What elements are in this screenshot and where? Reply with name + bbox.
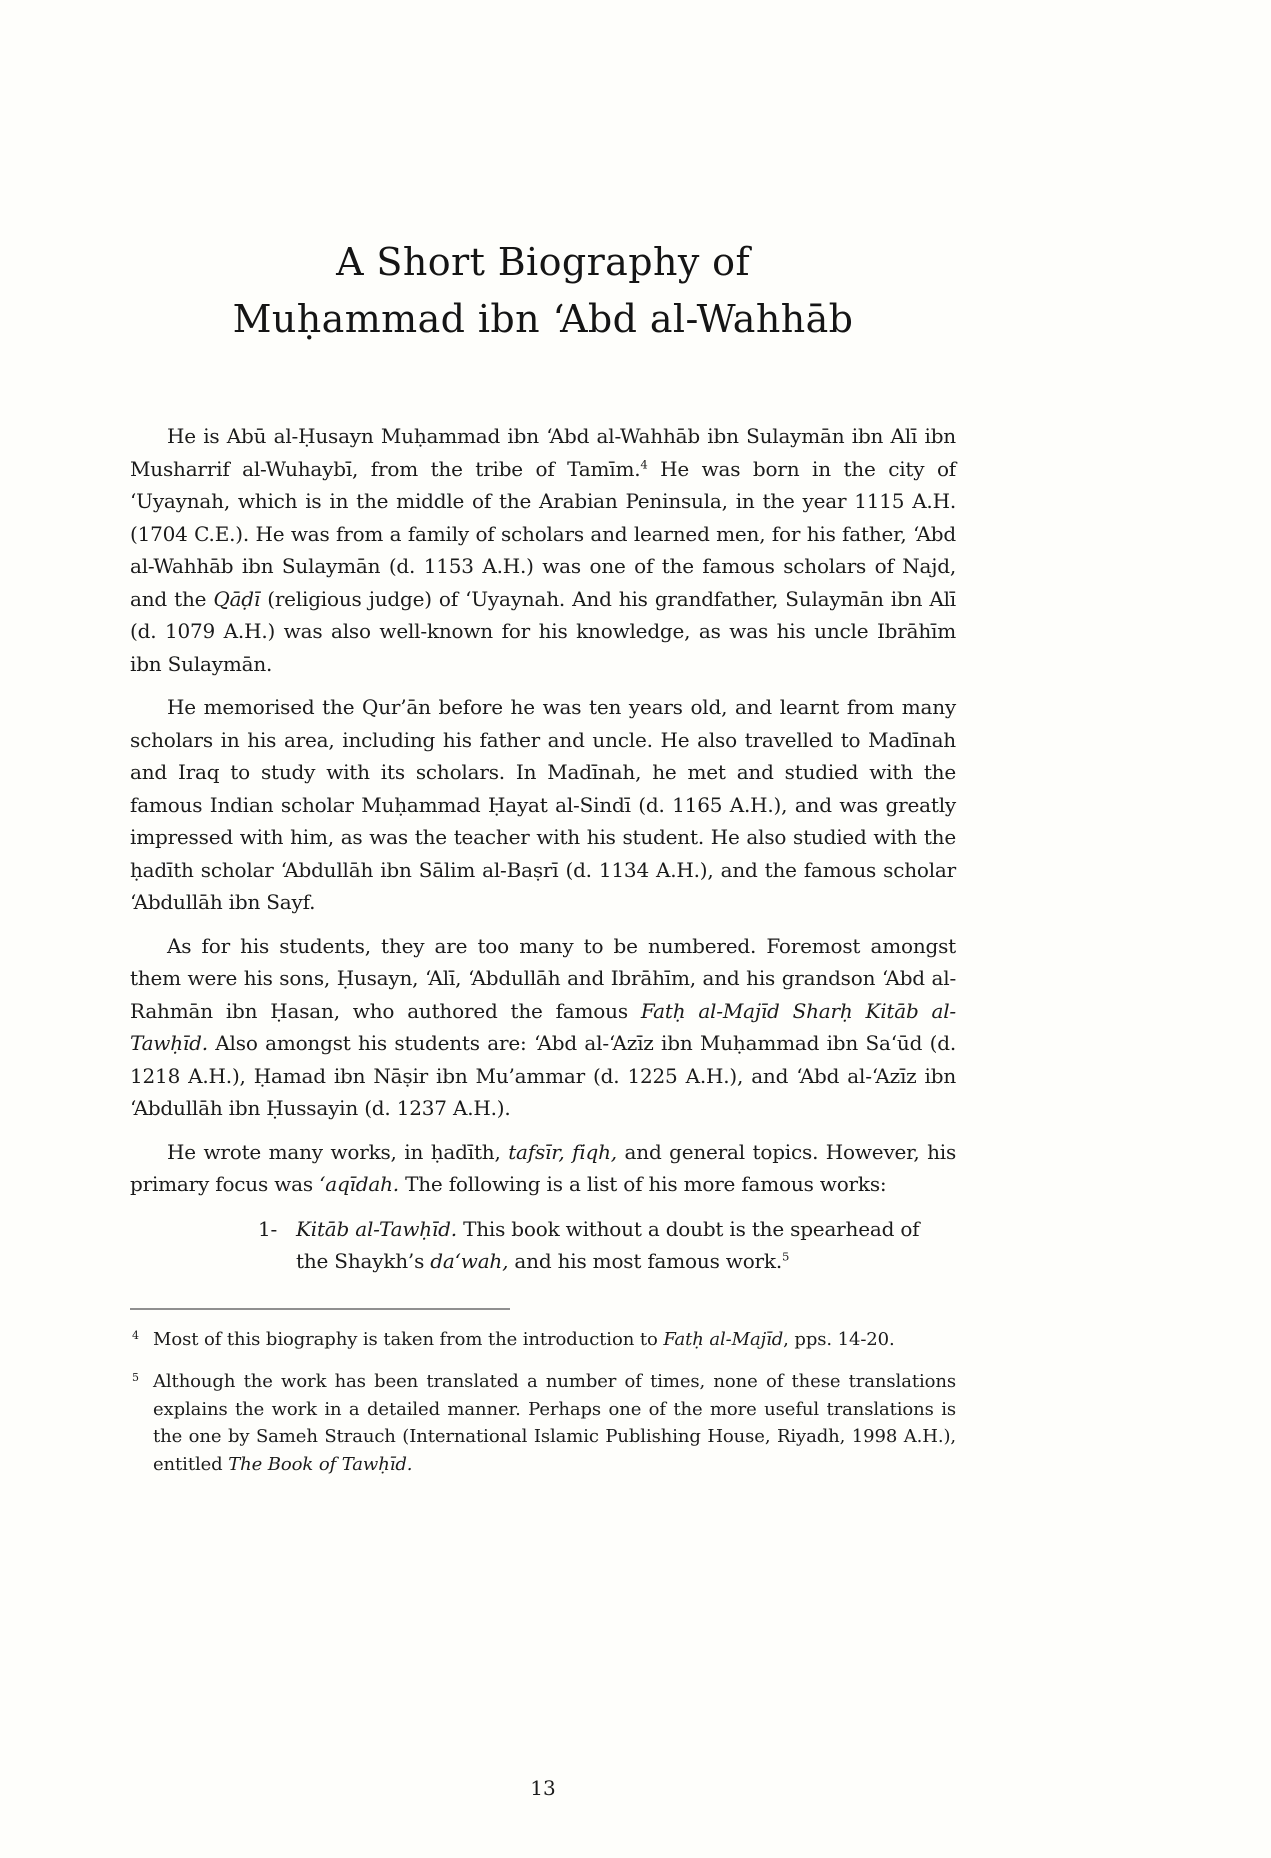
paragraph-4: He wrote many works, in ḥadīth, tafsīr, fiqh, and general topics. However, his primary focus was ‘aqīdah. The following is a list of his more famous works: bbox=[130, 1139, 957, 1196]
page-number: 13 bbox=[530, 1776, 556, 1800]
paragraph-3: As for his students, they are too many to be numbered. Foremost amongst them were his sons, Ḥusayn, ‘Alī, ‘Abdullāh and Ibrāhīm, and his grandson ‘Abd al-Rahmān ibn Ḥasan, who authored the famous Fatḥ al-Majīd Sharḥ Kitāb al-Tawḥīd. Also amongst his students are: ‘Abd al-‘Azīz ibn Muḥammad ibn Sa‘ūd (d. 1218 A.H.), Ḥamad ibn Nāṣir ibn Mu’ammar (d. 1225 A.H.), and ‘Abd al-‘Azīz ibn ‘Abdullāh ibn Ḥussayin (d. 1237 A.H.). bbox=[130, 933, 956, 1120]
footnotes bbox=[130, 1326, 956, 1479]
footnote-4-marker: 4 bbox=[132, 1328, 139, 1342]
paragraph-1: He is Abū al-Ḥusayn Muḥammad ibn ‘Abd al-Wahhāb ibn Sulaymān ibn Alī ibn Musharrif al-Wuhaybī, from the tribe of Tamīm.$^4$ He was born in the city of ‘Uyaynah, which is in the middle of the Arabian Peninsula, in the year 1115 A.H. (1704 C.E.). He was from a family of scholars and learned men, for his father, ‘Abd al-Wahhāb ibn Sulaymān (d. 1153 A.H.) was one of the famous scholars of Najd, and the Qāḍī (religious judge) of ‘Uyaynah. And his grandfather, Sulaymān ibn Alī (d. 1079 A.H.) was also well-known for his knowledge, as was his uncle Ibrāhīm ibn Sulaymān. bbox=[130, 424, 956, 676]
paragraph-2: He memorised the Qur’ān before he was ten years old, and learnt from many scholars in his area, including his father and uncle. He also travelled to Madīnah and Iraq to study with its scholars. In Madīnah, he met and studied with the famous Indian scholar Muḥammad Ḥayat al-Sindī (d. 1165 A.H.), and was greatly impressed with him, as was the teacher with his student. He also studied with the ḥadīth scholar ‘Abdullāh ibn Sālim al-Baṣrī (d. 1134 A.H.), and the famous scholar ‘Abdullāh ibn Sayf. bbox=[130, 695, 956, 914]
body-text bbox=[130, 420, 956, 1278]
footnote-4-text: Most of this biography is taken from the introduction to Fatḥ al-Majīd, pps. 14-20. bbox=[153, 1328, 895, 1350]
footnote-separator bbox=[130, 1308, 510, 1310]
footnote-5-text: Although the work has been translated a number of times, none of these translations explains the work in a detailed manner. Perhaps one of the more useful translations is the one by Sameh Strauch (International Islamic Publishing House, Riyadh, 1998 A.H.), entitled The Book of Tawḥīd. bbox=[153, 1371, 956, 1475]
list-item-marker: 1- bbox=[258, 1216, 278, 1241]
footnote-5 bbox=[130, 1368, 956, 1478]
footnote-4 bbox=[130, 1326, 956, 1354]
chapter-title bbox=[130, 0, 956, 348]
chapter-title-line-2: Muḥammad ibn ‘Abd al-Wahhāb bbox=[232, 297, 854, 341]
numbered-list-item-1 bbox=[130, 1213, 956, 1278]
list-item-text: Kitāb al-Tawḥīd. This book without a doubt is the spearhead of the Shaykh’s da‘wah, and his most famous work.$^5$ bbox=[296, 1216, 920, 1273]
footnote-5-marker: 5 bbox=[132, 1371, 139, 1384]
chapter-title-line-1: A Short Biography of bbox=[336, 240, 750, 284]
content-column bbox=[130, 0, 956, 1478]
